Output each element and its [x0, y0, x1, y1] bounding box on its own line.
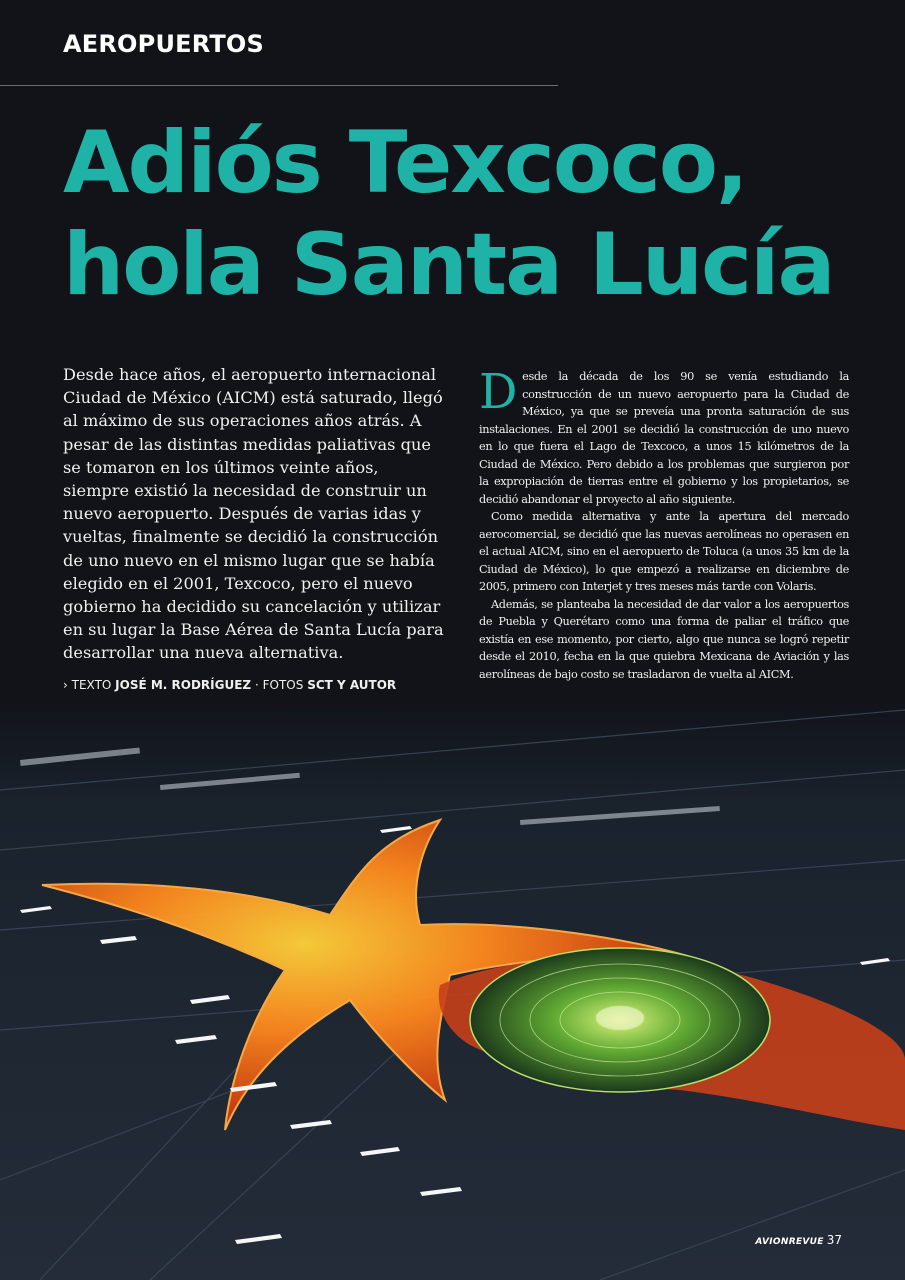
body-paragraph-1-text: esde la década de los 90 se venía estudiando la construcción de un nuevo aeropuerto para la Ciudad de México, ya que se preveía una pronta saturación de sus instalaciones. En el 2001 se decidió la construcción de uno nuevo en lo que fuera el Lago de Texcoco, a unos 15 kilómetros de la Ciudad de México. Pero debido a los problemas que surgieron por la expropiación de tierras entre el gobierno y los propietarios, se decidió abandonar el proyecto al año siguiente. — [479, 370, 849, 506]
byline-photographers: SCT Y AUTOR — [307, 678, 397, 692]
drop-cap: D — [479, 364, 518, 420]
page-number: 37 — [826, 1233, 842, 1247]
body-column — [479, 364, 849, 683]
byline-separator: · — [254, 678, 259, 692]
airport-render-image — [0, 700, 905, 1280]
byline-author: JOSÉ M. RODRÍGUEZ — [115, 678, 252, 692]
byline-marker-icon: › — [63, 678, 68, 692]
headline-line-2: hola Santa Lucía — [63, 215, 834, 315]
body-paragraph-3: Además, se planteaba la necesidad de dar valor a los aeropuertos de Puebla y Querétaro como una forma de paliar el tráfico que existía en ese momento, por cierto, algo que nunca se logró repetir desde el 2010, fecha en la que quiebra Mexicana de Aviación y las aerolíneas de bajo costo se trasladaron de vuelta al AICM. — [479, 597, 849, 681]
body-paragraph-1 — [479, 364, 849, 508]
lead-paragraph: Desde hace años, el aeropuerto internacional Ciudad de México (AICM) está saturado, llegó al máximo de sus operaciones años atrás. A pesar de las distintas medidas paliativas que se tomaron en los últimos veinte años, siempre existió la necesidad de construir un nuevo aeropuerto. Después de varias idas y vueltas, finalmente se decidió la construcción de uno nuevo en el mismo lugar que se había elegido en el 2001, Texcoco, pero el nuevo gobierno ha decidido su cancelación y utilizar en su lugar la Base Aérea de Santa Lucía para desarrollar una nueva alternativa. — [63, 365, 444, 663]
headline — [63, 112, 903, 316]
headline-line-1: Adiós Texcoco, — [63, 113, 747, 213]
section-label: AEROPUERTOS — [63, 30, 264, 58]
body-paragraph-2: Como medida alternativa y ante la apertura del mercado aerocomercial, se decidió que las nuevas aerolíneas no operasen en el actual AICM, sino en el aeropuerto de Toluca (a unos 35 km de la Ciudad de México), lo que empezó a realizarse en diciembre de 2005, primero con Interjet y tres meses más tarde con Volaris. — [479, 510, 849, 593]
byline-text-label: TEXTO — [71, 678, 112, 692]
folio — [755, 1229, 842, 1248]
byline — [63, 678, 453, 692]
magazine-logo: AVIONREVUE — [755, 1237, 824, 1247]
byline-photos-label: FOTOS — [262, 678, 304, 692]
header-rule — [0, 85, 558, 86]
